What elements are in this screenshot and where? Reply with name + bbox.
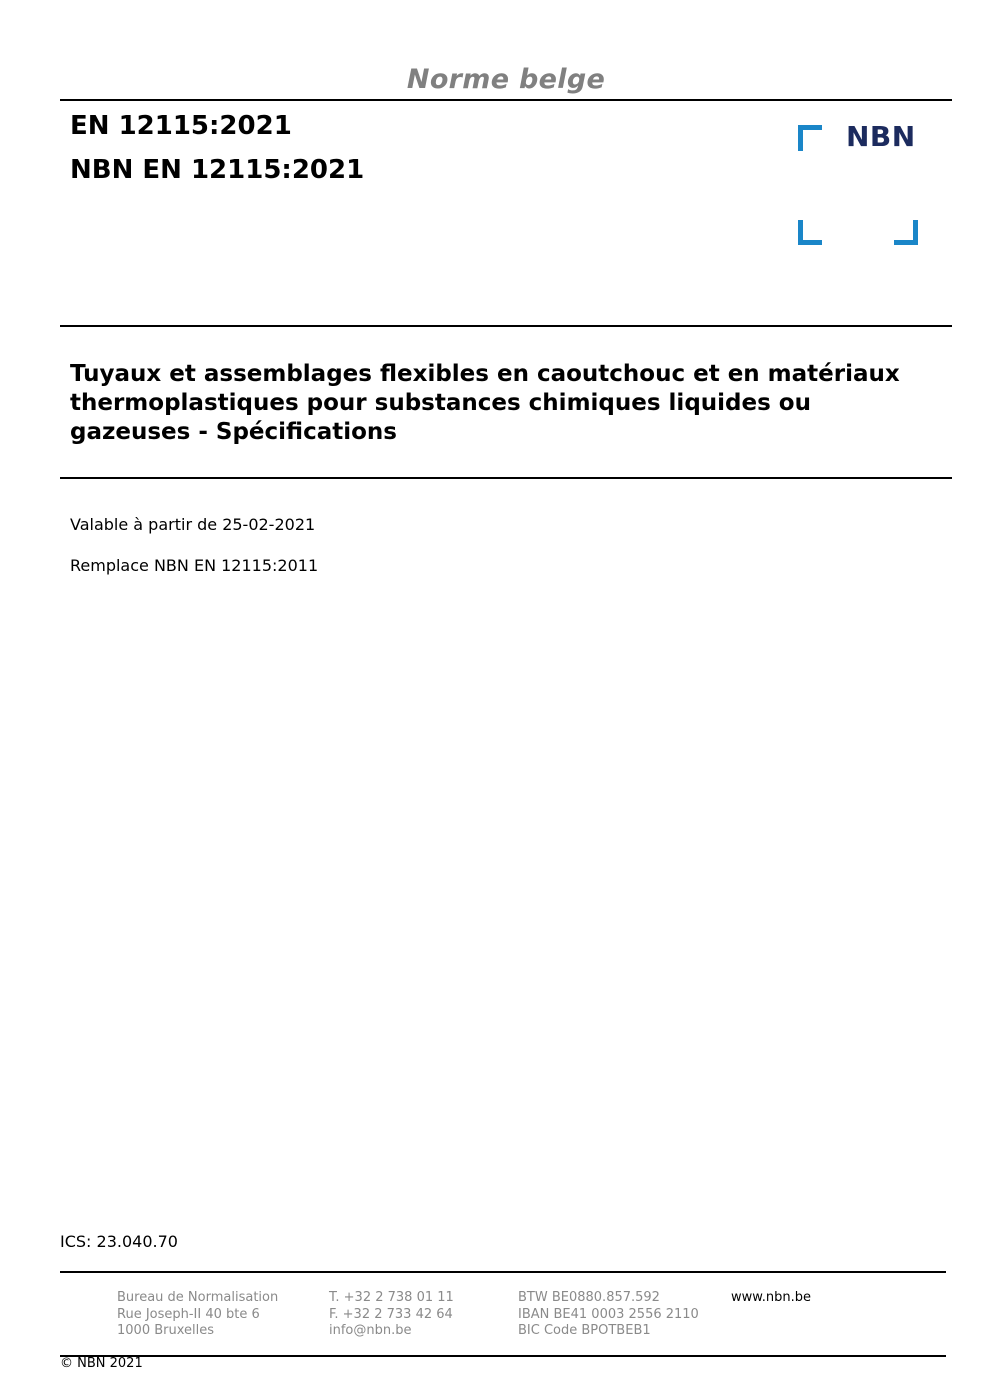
iban-number: IBAN BE41 0003 2556 2110 (518, 1306, 699, 1322)
bic-code: BIC Code BPOTBEB1 (518, 1323, 651, 1338)
website-link[interactable]: www.nbn.be (731, 1290, 811, 1305)
standard-type-kicker: Norme belge (406, 64, 606, 95)
address-line: 1000 Bruxelles (117, 1323, 215, 1338)
phone-number: T. +32 2 738 01 11 (329, 1290, 454, 1305)
vat-number: BTW BE0880.857.592 (518, 1290, 660, 1305)
copyright-notice: © NBN 2021 (60, 1356, 143, 1371)
address-line: Bureau de Normalisation (117, 1290, 279, 1305)
header-divider (60, 99, 952, 101)
email-link[interactable]: info@nbn.be (329, 1323, 412, 1338)
en-standard-code: EN 12115:2021 (70, 111, 292, 141)
footer-bottom-divider (60, 1355, 946, 1357)
replaces-standard: Remplace NBN EN 12115:2011 (70, 556, 319, 575)
title-line-3: gazeuses - Spécifications (70, 419, 397, 445)
footer-contact (329, 1290, 454, 1340)
address-line: Rue Joseph-II 40 bte 6 (117, 1306, 260, 1322)
title-bottom-divider (60, 477, 952, 479)
title-top-divider (60, 325, 952, 327)
fax-number: F. +32 2 733 42 64 (329, 1306, 453, 1322)
document-title (70, 360, 940, 447)
footer-top-divider (60, 1271, 946, 1273)
footer-address (117, 1290, 278, 1340)
valid-from-date: Valable à partir de 25-02-2021 (70, 515, 316, 534)
nbn-standard-code: NBN EN 12115:2021 (70, 155, 365, 185)
footer-bank (518, 1290, 699, 1340)
ics-code: ICS: 23.040.70 (60, 1232, 178, 1251)
nbn-logo-text: NBN (846, 120, 916, 153)
title-line-1: Tuyaux et assemblages flexibles en caoutchouc et en matériaux (70, 361, 900, 387)
title-line-2: thermoplastiques pour substances chimiques liquides ou (70, 390, 811, 416)
